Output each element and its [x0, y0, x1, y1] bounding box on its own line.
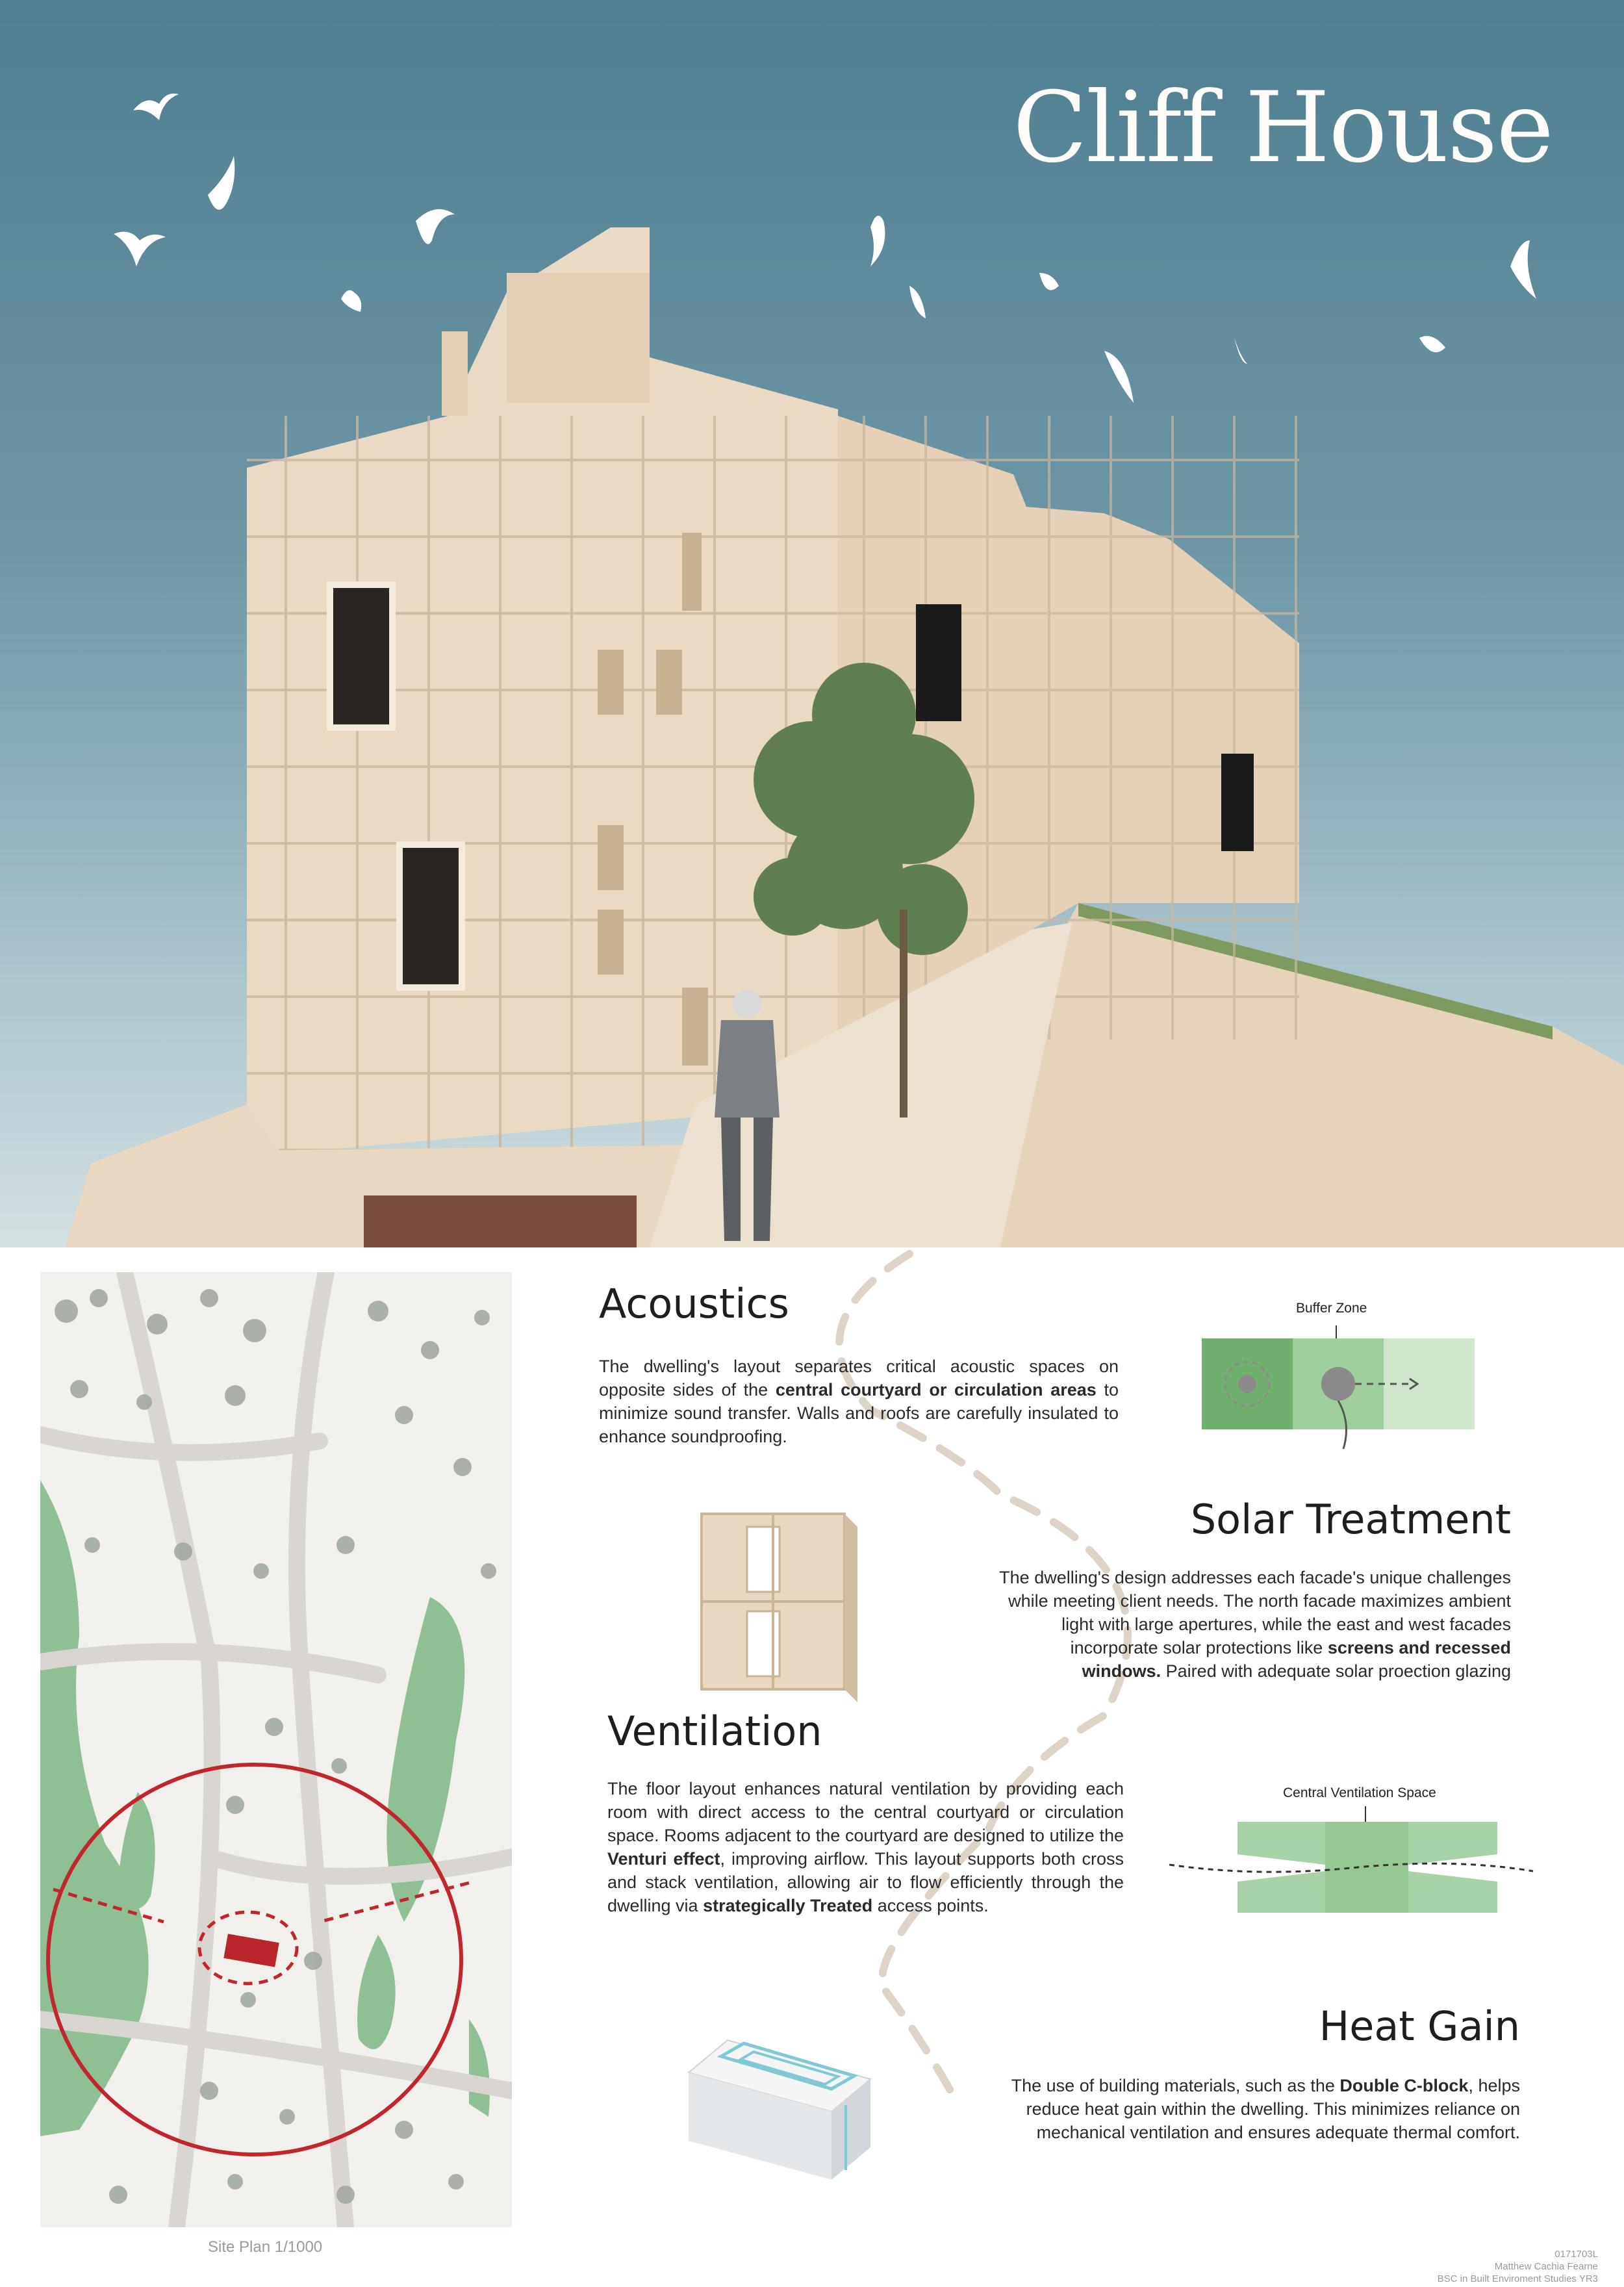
site-plan-caption: Site Plan 1/1000 [208, 2238, 323, 2256]
ventilation-text: The floor layout enhances natural ventilation by providing each room with direct access to the central courtyard or circulation space. Rooms adjacent to the courtyard are designed to utilize the Venturi effect, improving airflow. This layout supports both cross and stack ventilation, allowing air to flow efficiently through the dwelling via strategically Treated access points. [607, 1779, 1124, 1915]
poster-title: Cliff House [1013, 71, 1553, 185]
ventilation-heading: Ventilation [607, 1707, 822, 1755]
buffer-zone-label: Buffer Zone [1296, 1301, 1367, 1316]
heat-gain-heading: Heat Gain [1319, 2002, 1520, 2050]
acoustics-text: The dwelling's layout separates critical acoustic spaces on opposite sides of the central courtyard or circulation areas to minimize sound transfer. Walls and roofs are carefully insulated to enhance soundproofing. [599, 1357, 1119, 1446]
central-ventilation-label: Central Ventilation Space [1283, 1785, 1436, 1800]
course-name: BSC in Built Enviroment Studies YR3 [1437, 2273, 1598, 2284]
student-id: 0171703L [1554, 2249, 1598, 2260]
solar-heading: Solar Treatment [1190, 1496, 1511, 1543]
double-c-block-diagram [682, 2034, 877, 2183]
ventilation-diagram [1163, 1806, 1540, 1923]
solar-text: The dwelling's design addresses each facade's unique challenges while meeting client needs. The north facade maximizes ambient light with large apertures, while the east and west facades incorporate solar protections like screens and recessed windows. Paired with adequate solar proection glazing [999, 1568, 1511, 1681]
solar-panel-diagram [689, 1507, 857, 1702]
acoustics-diagram [1202, 1325, 1475, 1455]
credits [1338, 2248, 1598, 2285]
acoustics-heading: Acoustics [599, 1280, 789, 1327]
student-name: Matthew Cachia Fearne [1494, 2261, 1598, 2272]
heat-gain-text: The use of building materials, such as the Double C-block, helps reduce heat gain within the dwelling. This minimizes reliance on mechanical ventilation and ensures adequate thermal comfort. [1011, 2076, 1520, 2142]
